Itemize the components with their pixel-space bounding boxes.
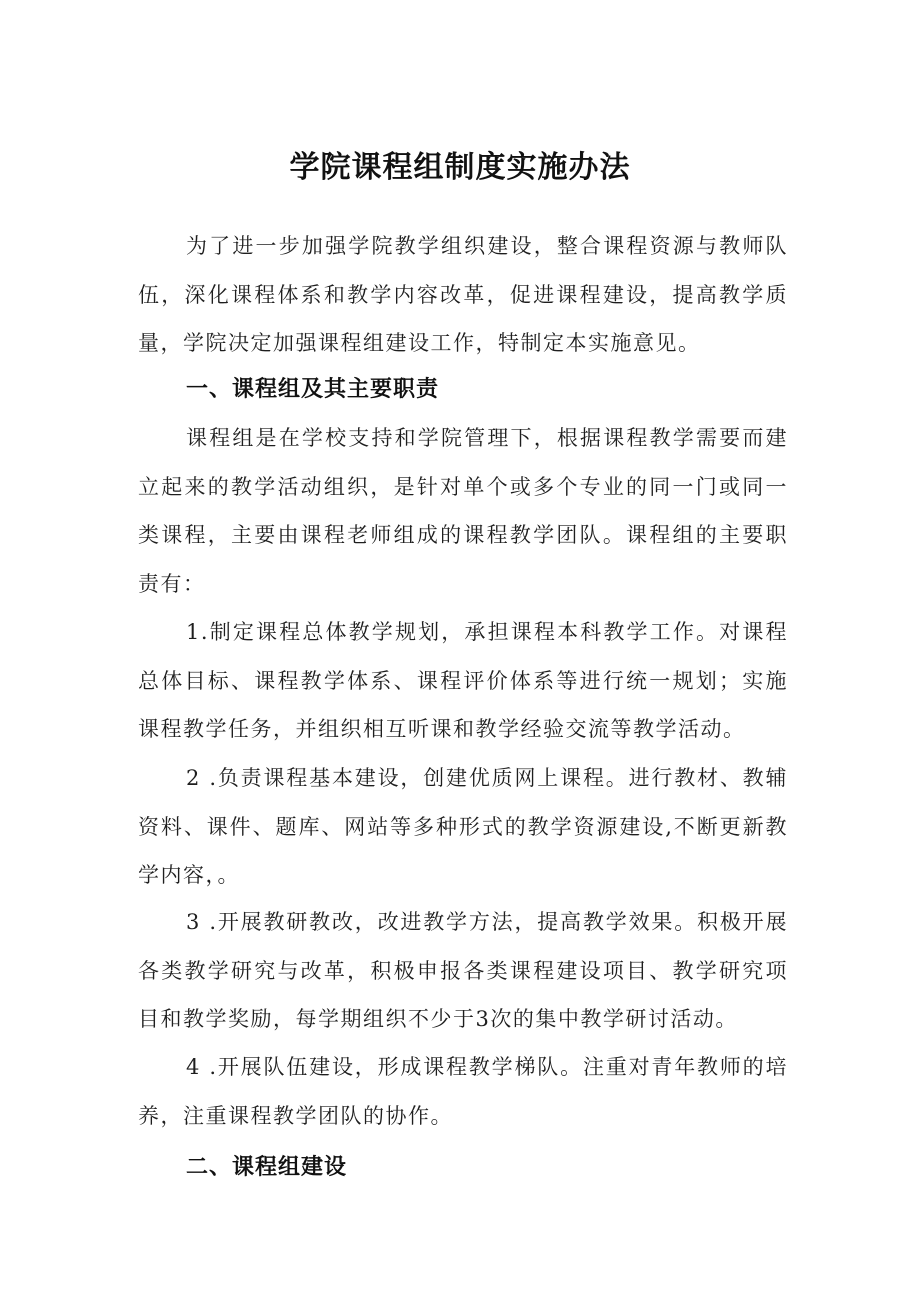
list-item-4: 4 .开展队伍建设，形成课程教学梯队。注重对青年教师的培养，注重课程教学团队的协作。 — [138, 1055, 788, 1128]
list-item-2: 2 .负责课程基本建设，创建优质网上课程。进行教材、教辅资料、课件、题库、网站等多种形式的教学资源建设,不断更新教学内容，。 — [138, 766, 788, 887]
document-title: 学院课程组制度实施办法 — [289, 150, 631, 185]
section-heading-2: 二、课程组建设 — [186, 1155, 348, 1180]
list-item-3: 3 .开展教研教改，改进教学方法，提高教学效果。积极开展各类教学研究与改革，积极申报各类课程建设项目、教学研究项目和教学奖励，每学期组织不少于3次的集中教学研讨活动。 — [138, 910, 788, 1031]
section-heading-1: 一、课程组及其主要职责 — [186, 377, 440, 402]
list-item-1: 1.制定课程总体教学规划，承担课程本科教学工作。对课程总体目标、课程教学体系、课程评价体系等进行统一规划；实施课程教学任务，并组织相互听课和教学经验交流等教学活动。 — [138, 620, 788, 741]
intro-paragraph: 为了进一步加强学院教学组织建设，整合课程资源与教师队伍，深化课程体系和教学内容改革，促进课程建设，提高教学质量，学院决定加强课程组建设工作，特制定本实施意见。 — [138, 234, 788, 355]
section1-intro-paragraph: 课程组是在学校支持和学院管理下，根据课程教学需要而建立起来的教学活动组织，是针对单个或多个专业的同一门或同一类课程，主要由课程老师组成的课程教学团队。课程组的主要职责有： — [138, 426, 788, 596]
